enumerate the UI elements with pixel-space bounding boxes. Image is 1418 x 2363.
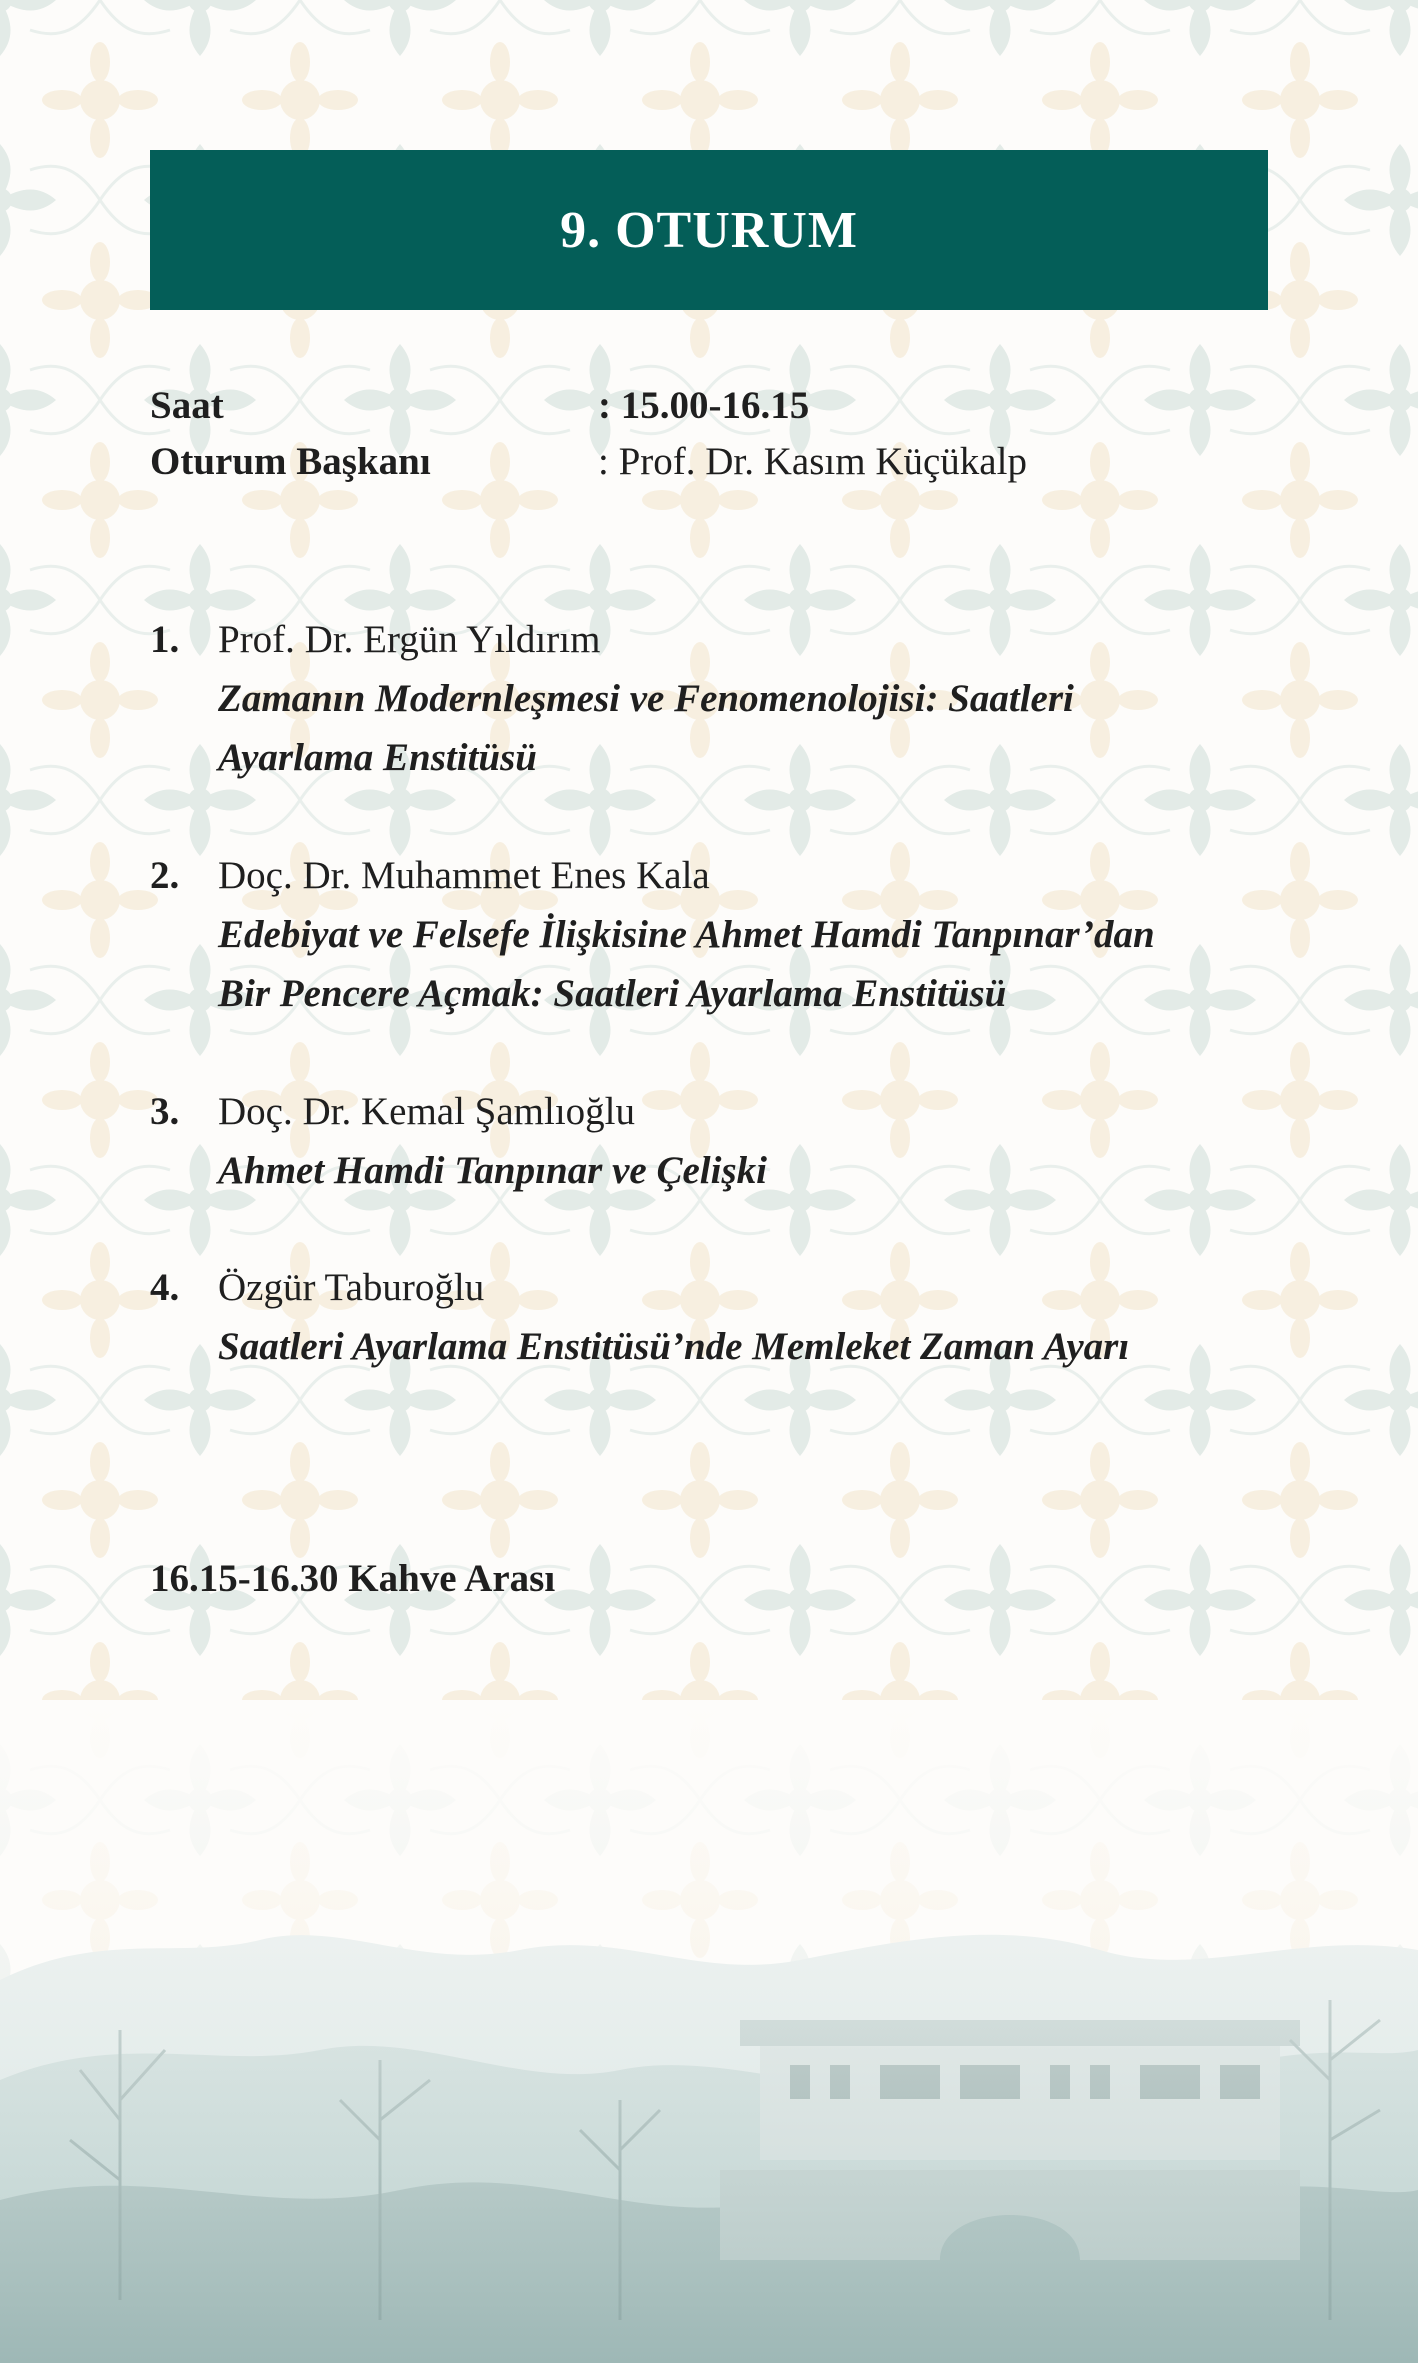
time-value: : 15.00-16.15 [598, 384, 810, 427]
talk-title-line: Zamanın Modernleşmesi ve Fenomenolojisi: Saatleri [218, 677, 1074, 720]
talk-number: 2. [150, 854, 180, 897]
talk-title-line: Bir Pencere Açmak: Saatleri Ayarlama Enstitüsü [218, 972, 1007, 1015]
talk-title-line: Ahmet Hamdi Tanpınar ve Çelişki [218, 1149, 767, 1192]
talk-number: 4. [150, 1266, 180, 1309]
chair-row [150, 434, 1268, 490]
list-item [150, 1082, 767, 1200]
talk-title-line: Saatleri Ayarlama Enstitüsü’nde Memleket Zaman Ayarı [218, 1325, 1130, 1368]
talk-speaker: Prof. Dr. Ergün Yıldırım [218, 618, 601, 661]
session-banner [150, 150, 1268, 310]
talk-title-line: Ayarlama Enstitüsü [218, 736, 537, 779]
list-item [150, 1258, 1129, 1376]
talk-number: 1. [150, 618, 180, 661]
talk-speaker: Doç. Dr. Kemal Şamlıoğlu [218, 1090, 636, 1133]
time-label: Saat [150, 384, 224, 427]
chair-label: Oturum Başkanı [150, 440, 431, 483]
session-meta [150, 378, 1268, 490]
list-item [150, 610, 1074, 787]
time-row [150, 378, 1268, 434]
talk-title-line: Edebiyat ve Felsefe İlişkisine Ahmet Hamdi Tanpınar’dan [218, 913, 1155, 956]
talk-number: 3. [150, 1090, 180, 1133]
session-title: 9. OTURUM [560, 201, 858, 259]
talk-speaker: Özgür Taburoğlu [218, 1266, 485, 1309]
coffee-break-text: 16.15-16.30 Kahve Arası [150, 1557, 556, 1600]
list-item [150, 846, 1155, 1023]
chair-value: : Prof. Dr. Kasım Küçükalp [598, 440, 1027, 483]
talk-speaker: Doç. Dr. Muhammet Enes Kala [218, 854, 710, 897]
